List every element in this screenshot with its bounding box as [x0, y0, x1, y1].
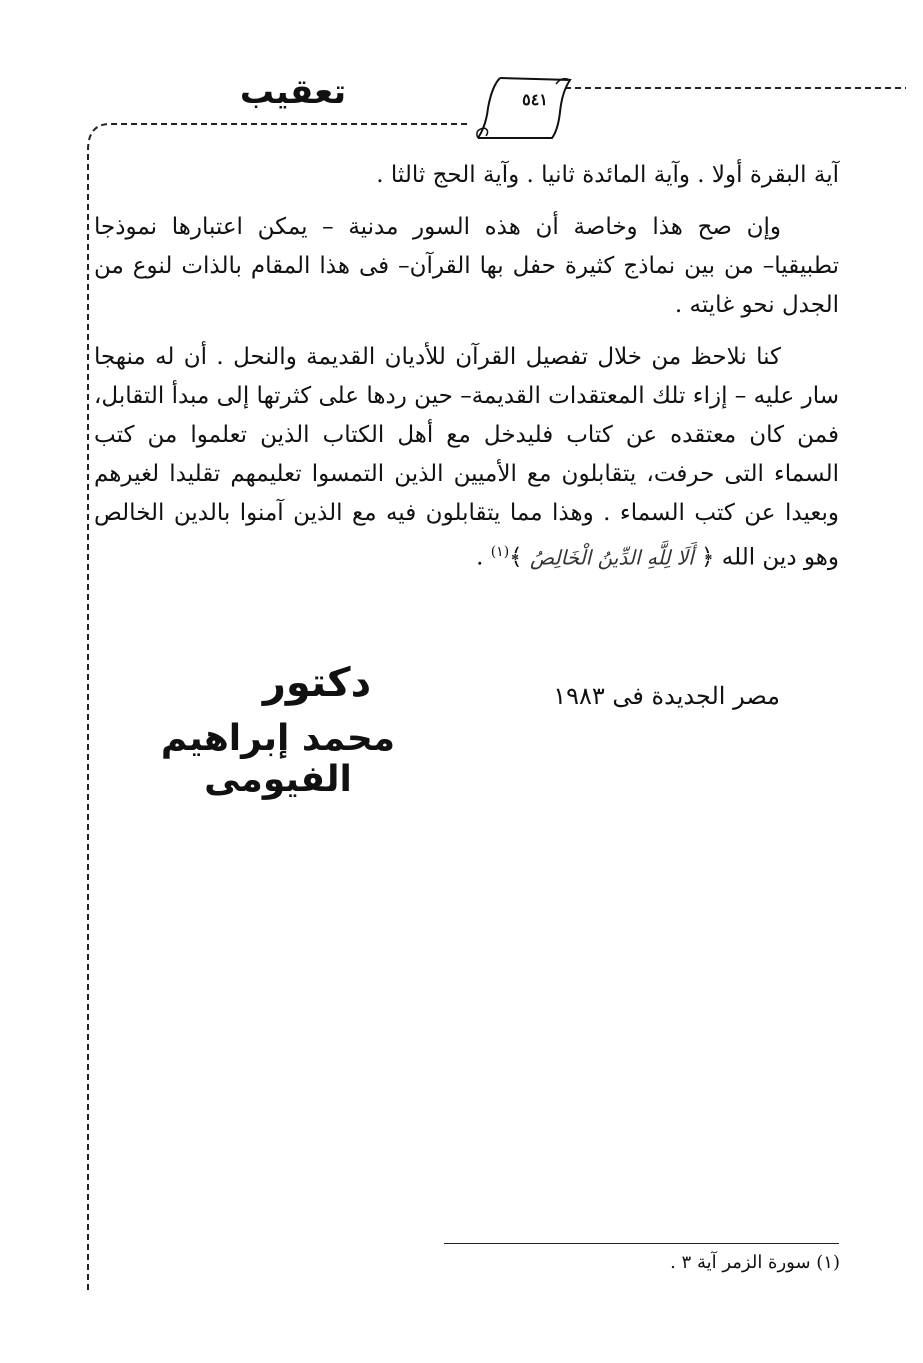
quote-close-bracket: ﴾ — [509, 544, 523, 571]
body-text — [94, 156, 839, 591]
quran-quote: أَلَا لِلَّهِ الدِّينُ الْخَالِصُ — [529, 545, 694, 570]
footnote: (١) سورة الزمر آية ٣ . — [670, 1252, 840, 1273]
footnote-divider — [444, 1243, 839, 1244]
paragraph-1: آية البقرة أولا . وآية المائدة ثانيا . وآية الحج ثالثا . — [376, 162, 839, 188]
header-title: تعقيب — [239, 72, 347, 112]
quote-open-bracket: ﴿ — [700, 544, 715, 571]
signature-name: محمد إبراهيم الفيومى — [160, 718, 396, 800]
paragraph-2: وإن صح هذا وخاصة أن هذه السور مدنية – يمكن اعتبارها نموذجا تطبيقيا– من بين نماذج كثيرة حفل بها القرآن– فى هذا المقام بالذات لنوع من الجدل نحو غايته . — [94, 214, 839, 318]
paragraph-3 — [94, 338, 839, 578]
paragraph-3-text: كنا نلاحظ من خلال تفصيل القرآن للأديان القديمة والنحل . أن له منهجا سار عليه – إزاء تلك المعتقدات القديمة– حين ردها على كثرتها إلى مبدأ التقابل، فمن كان معتقده عن كتاب فليدخل مع أهل الكتاب الذين تعلموا من كتب السماء التى حرفت، يتقابلون مع الأميين الذين التمسوا تعليمهم تقليدا لغيرهم وبعيدا عن كتب السماء . وهذا مما يتقابلون فيه مع الذين آمنوا بالدين الخالص وهو دين الله — [94, 344, 839, 571]
footnote-reference: (١) — [490, 544, 510, 560]
place-date: مصر الجديدة فى ١٩٨٣ — [553, 682, 780, 710]
page-number: ٥٤١ — [522, 90, 548, 109]
end-mark: . — [476, 544, 484, 571]
signature-title: دكتور — [262, 660, 372, 706]
